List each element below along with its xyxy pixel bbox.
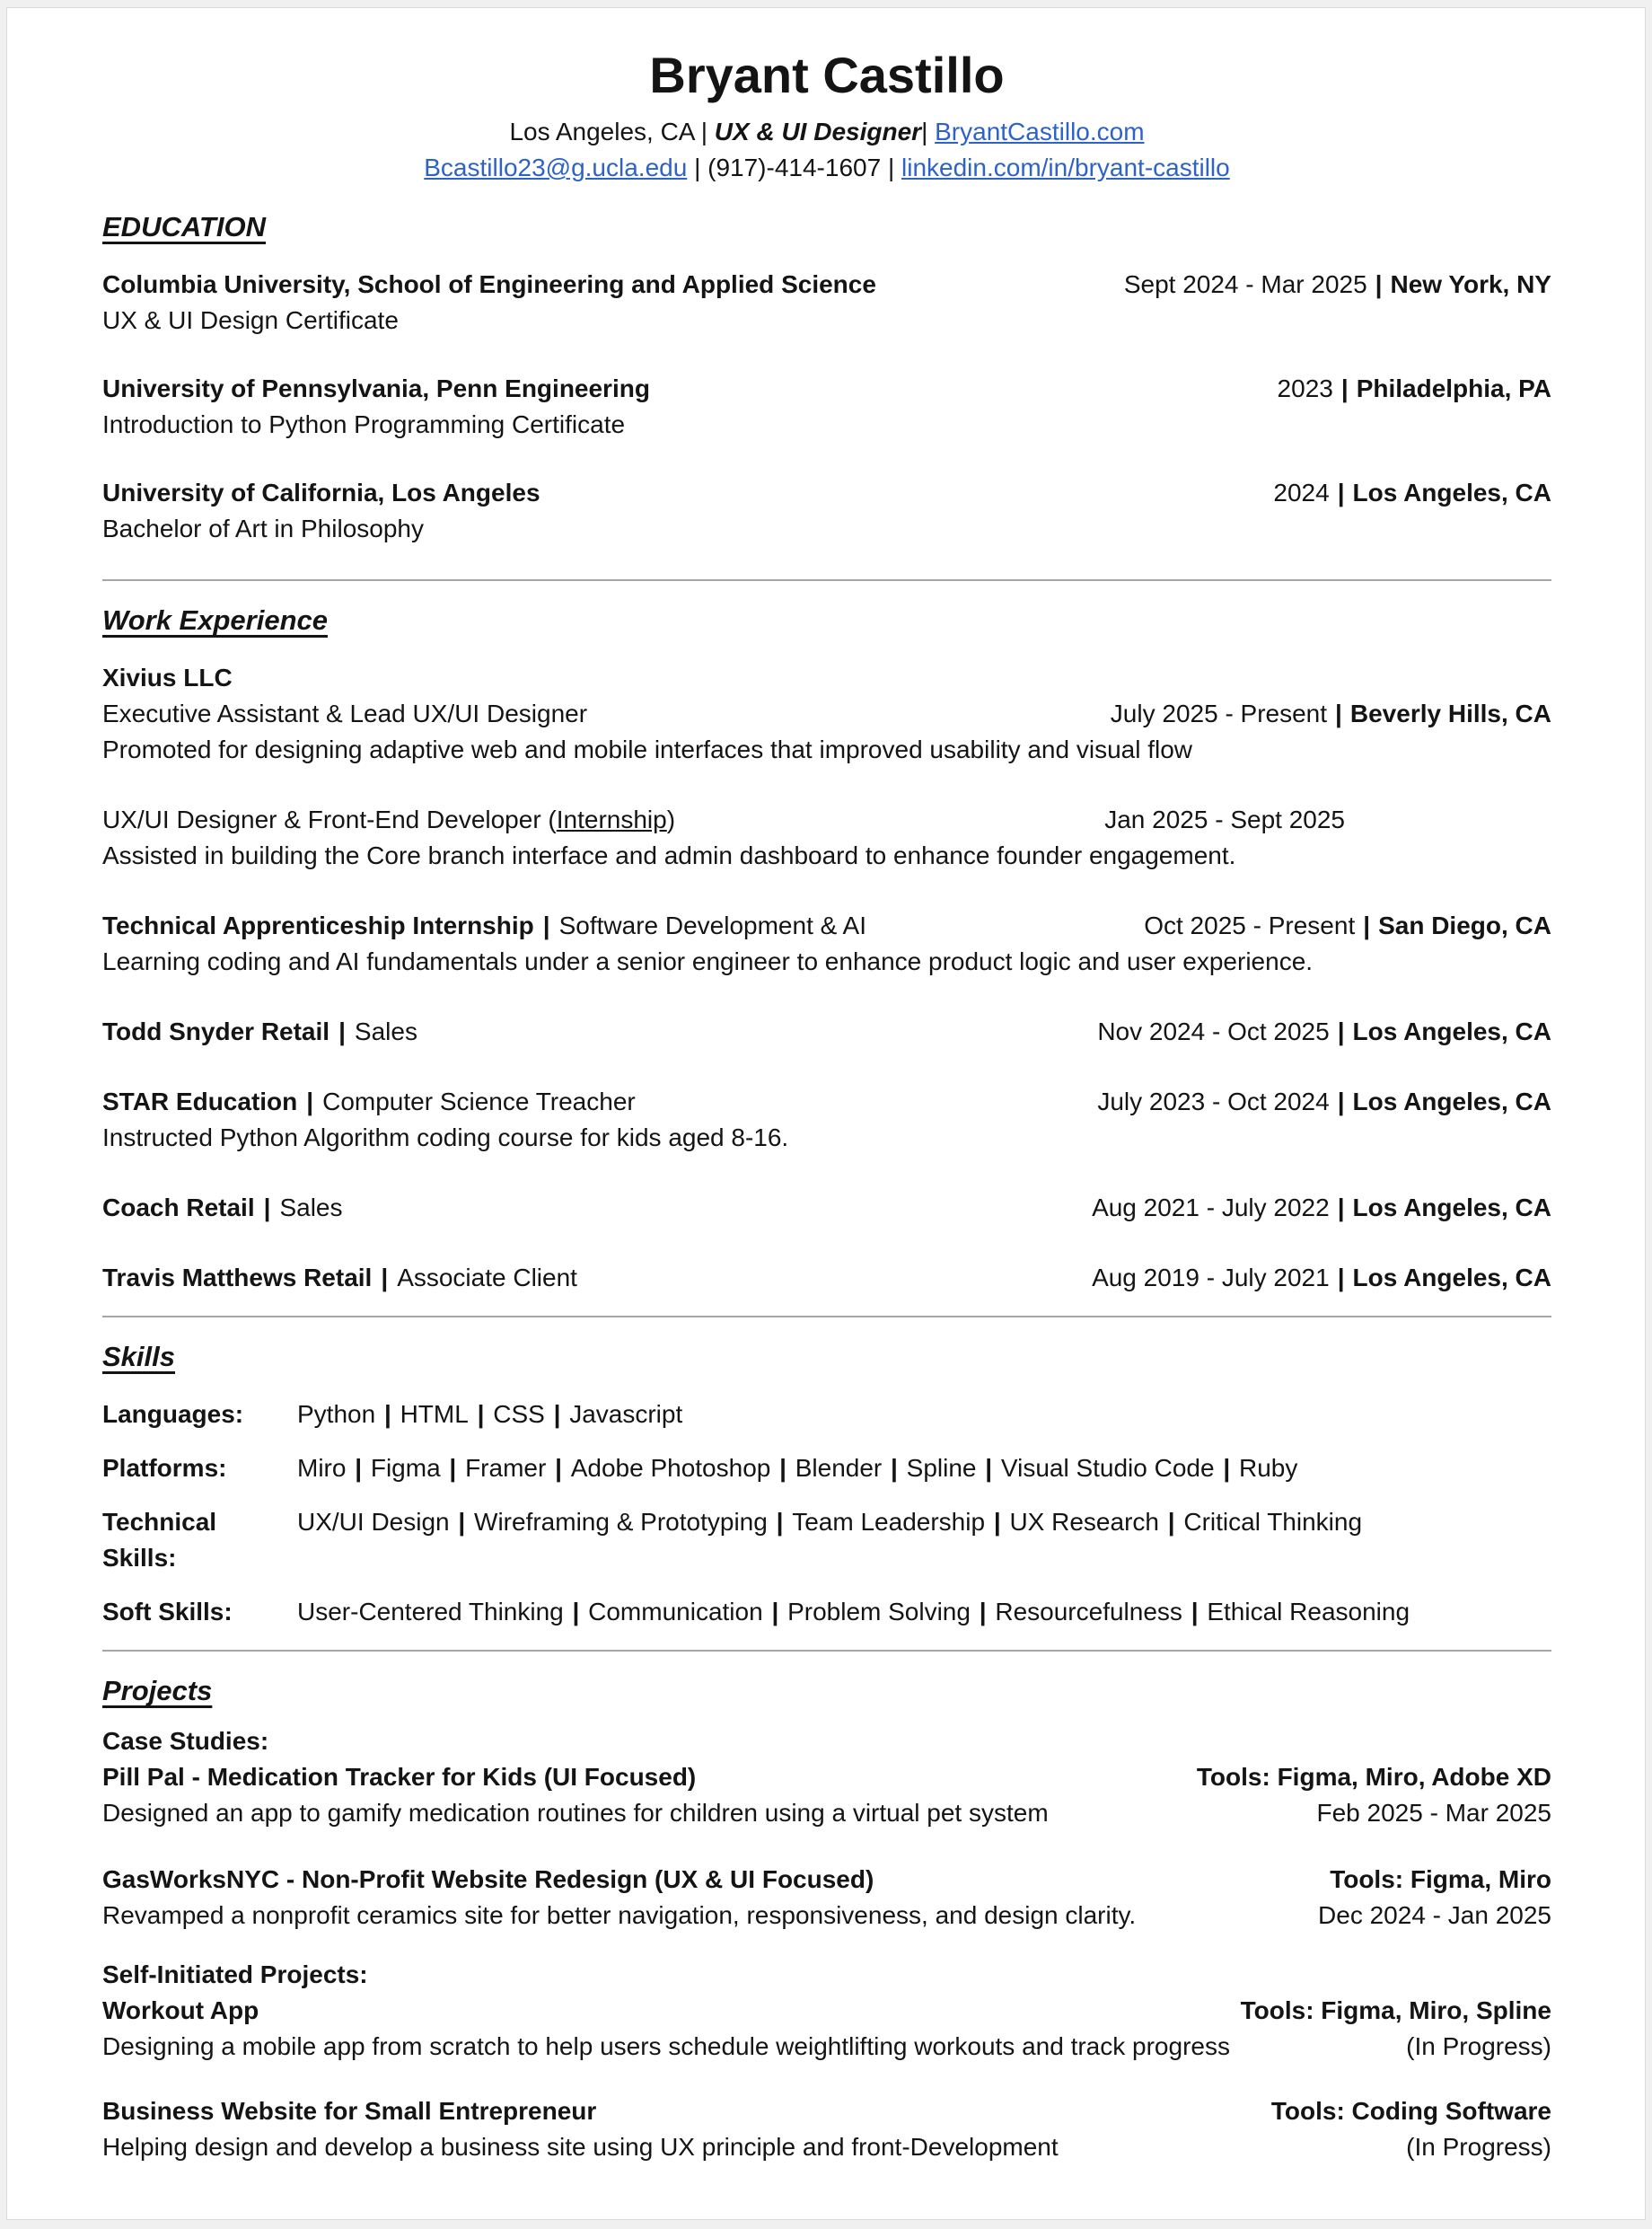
separator: | — [1183, 1598, 1206, 1625]
skill-label: Soft Skills: — [102, 1598, 233, 1625]
separator: | — [565, 1598, 587, 1625]
entry-date-location: July 2025 - Present | Beverly Hills, CA — [1110, 700, 1551, 727]
project-date: Feb 2025 - Mar 2025 — [1316, 1799, 1551, 1827]
separator: | — [769, 1508, 791, 1536]
separator: | — [338, 1018, 346, 1045]
page-title: Bryant Castillo — [649, 47, 1005, 103]
separator: | — [1337, 1018, 1345, 1045]
separator: | — [1340, 374, 1349, 402]
education-entry — [102, 475, 1551, 547]
entry-date-location: 2024 | Los Angeles, CA — [1273, 479, 1551, 507]
job-title: UX/UI Designer & Front-End Developer (Internship) — [102, 806, 676, 833]
skill-item: User-Centered Thinking — [297, 1598, 564, 1625]
entry-date-location: Aug 2019 - July 2021 | Los Angeles, CA — [1092, 1264, 1551, 1291]
project-description: Designing a mobile app from scratch to help users schedule weightlifting workouts and track progress — [102, 2032, 1230, 2060]
skill-item: Figma — [370, 1454, 441, 1482]
entry-date-location: Oct 2025 - Present | San Diego, CA — [1144, 912, 1551, 939]
entry-date-location: 2023 | Philadelphia, PA — [1277, 374, 1551, 402]
skill-item: UX Research — [1009, 1508, 1159, 1536]
skill-values — [297, 1396, 682, 1432]
degree: Bachelor of Art in Philosophy — [102, 515, 424, 542]
project-group-heading: Self-Initiated Projects: — [102, 1960, 368, 1988]
project-tools: Tools: Figma, Miro, Adobe XD — [1196, 1763, 1551, 1791]
project-entry — [102, 2093, 1551, 2165]
work-entry — [102, 696, 1551, 768]
work-entry — [102, 1014, 1551, 1050]
separator: | — [971, 1598, 994, 1625]
degree: Introduction to Python Programming Certificate — [102, 410, 626, 438]
job-description: Instructed Python Algorithm coding course for kids aged 8-16. — [102, 1123, 789, 1151]
project-entry — [102, 1759, 1551, 1831]
separator: | — [1160, 1508, 1182, 1536]
skill-item: Adobe Photoshop — [570, 1454, 771, 1482]
project-date: Dec 2024 - Jan 2025 — [1318, 1901, 1551, 1929]
section-divider — [102, 1650, 1551, 1652]
skill-item: Wireframing & Prototyping — [474, 1508, 768, 1536]
school-name: Columbia University, School of Engineering and Applied Science — [102, 270, 876, 298]
project-name: Pill Pal - Medication Tracker for Kids (UI Focused) — [102, 1763, 697, 1791]
section-heading-projects: Projects — [102, 1675, 213, 1706]
project-date: (In Progress) — [1406, 2032, 1551, 2060]
skill-item: Team Leadership — [792, 1508, 986, 1536]
separator: | — [978, 1454, 999, 1482]
skill-row-languages — [102, 1396, 1551, 1432]
job-title: Coach Retail | Sales — [102, 1194, 343, 1221]
separator: | — [700, 118, 707, 145]
school-name: University of California, Los Angeles — [102, 479, 540, 507]
job-title: Todd Snyder Retail | Sales — [102, 1018, 417, 1045]
separator: | — [377, 1400, 399, 1428]
separator: | — [451, 1508, 473, 1536]
skill-label: Platforms: — [102, 1454, 227, 1482]
project-description: Revamped a nonprofit ceramics site for better navigation, responsiveness, and design clarity. — [102, 1901, 1137, 1929]
separator: | — [548, 1454, 569, 1482]
separator: | — [1337, 1088, 1345, 1115]
entry-date-location: Aug 2021 - July 2022 | Los Angeles, CA — [1092, 1194, 1551, 1221]
separator: | — [1216, 1454, 1237, 1482]
skill-values — [297, 1450, 1297, 1486]
linkedin-link[interactable]: linkedin.com/in/bryant-castillo — [901, 154, 1230, 181]
contact-location: Los Angeles, CA — [509, 118, 694, 145]
skill-item: HTML — [400, 1400, 469, 1428]
website-link[interactable]: BryantCastillo.com — [935, 118, 1145, 145]
project-description: Designed an app to gamify medication routines for children using a virtual pet system — [102, 1799, 1049, 1827]
contact-line-1 — [102, 114, 1551, 150]
skill-item: Javascript — [569, 1400, 683, 1428]
education-entry — [102, 371, 1551, 443]
resume-page — [6, 7, 1646, 2220]
separator: | — [1375, 270, 1383, 298]
skill-item: Python — [297, 1400, 376, 1428]
separator: | — [442, 1454, 464, 1482]
education-entry — [102, 267, 1551, 339]
separator: | — [381, 1264, 389, 1291]
section-heading-skills: Skills — [102, 1341, 175, 1372]
skill-values — [297, 1594, 1410, 1630]
skill-label: Languages: — [102, 1400, 244, 1428]
job-description: Promoted for designing adaptive web and mobile interfaces that improved usability and visual flow — [102, 736, 1193, 763]
separator: | — [542, 912, 550, 939]
separator: | — [921, 118, 928, 145]
company-name: Xivius LLC — [102, 664, 233, 692]
project-entry — [102, 1862, 1551, 1934]
project-tools: Tools: Figma, Miro, Spline — [1240, 1996, 1551, 2024]
entry-date-location: Nov 2024 - Oct 2025 | Los Angeles, CA — [1097, 1018, 1551, 1045]
separator: | — [987, 1508, 1008, 1536]
separator: | — [772, 1454, 794, 1482]
separator: | — [546, 1400, 568, 1428]
skill-item: Resourcefulness — [995, 1598, 1182, 1625]
entry-date: Jan 2025 - Sept 2025 — [1104, 806, 1345, 833]
entry-date-location: Sept 2024 - Mar 2025 | New York, NY — [1123, 270, 1551, 298]
job-title: STAR Education | Computer Science Treacher — [102, 1088, 636, 1115]
skill-item: UX/UI Design — [297, 1508, 450, 1536]
project-name: GasWorksNYC - Non-Profit Website Redesign (UX & UI Focused) — [102, 1865, 874, 1893]
skill-item: CSS — [493, 1400, 545, 1428]
skill-item: Framer — [465, 1454, 547, 1482]
job-description: Learning coding and AI fundamentals under a senior engineer to enhance product logic and user experience. — [102, 947, 1314, 975]
separator: | — [1337, 479, 1345, 507]
project-description: Helping design and develop a business site using UX principle and front-Development — [102, 2133, 1059, 2161]
work-entry — [102, 1260, 1551, 1296]
work-entry — [102, 1190, 1551, 1226]
job-title: Travis Matthews Retail | Associate Client — [102, 1264, 577, 1291]
separator: | — [263, 1194, 271, 1221]
project-name: Business Website for Small Entrepreneur — [102, 2097, 597, 2125]
separator: | — [1335, 700, 1342, 727]
skill-item: Ruby — [1238, 1454, 1298, 1482]
section-divider — [102, 1316, 1551, 1317]
work-entry — [102, 908, 1551, 980]
work-entry — [102, 1084, 1551, 1156]
separator: | — [764, 1598, 786, 1625]
project-entry — [102, 1993, 1551, 2065]
skill-row-technical — [102, 1504, 1551, 1576]
skill-label: Technical Skills: — [102, 1508, 217, 1572]
contact-phone: (917)-414-1607 — [707, 154, 882, 181]
section-heading-work: Work Experience — [102, 604, 328, 636]
skill-item: Spline — [906, 1454, 977, 1482]
entry-date-location: July 2023 - Oct 2024 | Los Angeles, CA — [1097, 1088, 1551, 1115]
skill-item: Ethical Reasoning — [1207, 1598, 1410, 1625]
section-divider — [102, 579, 1551, 581]
skill-item: Communication — [588, 1598, 763, 1625]
separator: | — [347, 1454, 369, 1482]
separator: | — [887, 154, 895, 181]
job-description: Assisted in building the Core branch interface and admin dashboard to enhance founder engagement. — [102, 841, 1236, 869]
contact-title: UX & UI Designer — [714, 118, 922, 145]
skill-item: Miro — [297, 1454, 347, 1482]
school-name: University of Pennsylvania, Penn Engineering — [102, 374, 650, 402]
section-heading-education: EDUCATION — [102, 211, 266, 242]
separator: | — [1337, 1194, 1345, 1221]
email-link[interactable]: Bcastillo23@g.ucla.edu — [424, 154, 688, 181]
separator: | — [883, 1454, 905, 1482]
project-tools: Tools: Figma, Miro — [1330, 1865, 1551, 1893]
skill-row-soft — [102, 1594, 1551, 1630]
project-name: Workout App — [102, 1996, 259, 2024]
degree: UX & UI Design Certificate — [102, 306, 399, 334]
project-group-heading: Case Studies: — [102, 1727, 269, 1755]
job-title: Executive Assistant & Lead UX/UI Designer — [102, 700, 588, 727]
skill-item: Critical Thinking — [1183, 1508, 1363, 1536]
separator: | — [470, 1400, 492, 1428]
project-tools: Tools: Coding Software — [1270, 2097, 1551, 2125]
job-title: Technical Apprenticeship Internship | Software Development & AI — [102, 912, 866, 939]
skill-item: Blender — [795, 1454, 883, 1482]
separator: | — [1337, 1264, 1345, 1291]
project-date: (In Progress) — [1406, 2133, 1551, 2161]
work-entry — [102, 802, 1551, 874]
separator: | — [306, 1088, 314, 1115]
contact-line-2 — [102, 150, 1551, 186]
skill-item: Problem Solving — [787, 1598, 971, 1625]
skill-row-platforms — [102, 1450, 1551, 1486]
skill-values — [297, 1504, 1362, 1576]
skill-item: Visual Studio Code — [1000, 1454, 1215, 1482]
separator: | — [1363, 912, 1371, 939]
separator: | — [694, 154, 701, 181]
